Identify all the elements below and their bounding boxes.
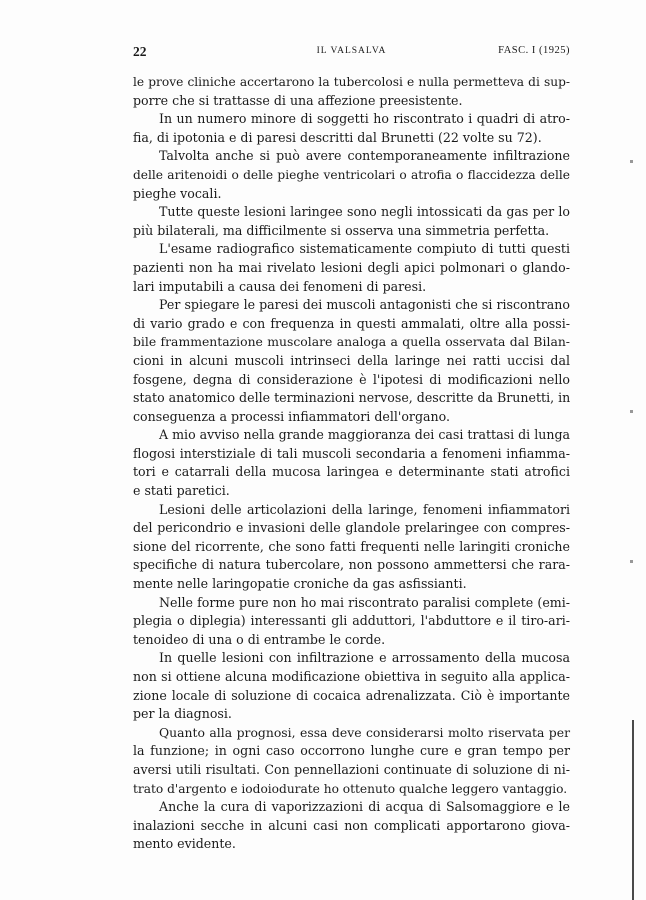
text-line: Tutte queste lesioni laringee sono negli intossicati da gas per lo bbox=[159, 204, 570, 220]
body-text bbox=[133, 73, 570, 854]
text-line: fia, di ipotonia e di paresi descritti dal Brunetti (22 volte su 72). bbox=[133, 129, 542, 145]
text-line: pieghe vocali. bbox=[133, 185, 222, 201]
text-line: cioni in alcuni muscoli intrinseci della laringe nei ratti uccisi dal bbox=[133, 352, 570, 368]
text-line: A mio avviso nella grande maggioranza dei casi trattasi di lunga bbox=[159, 427, 571, 443]
text-line: per la diagnosi. bbox=[133, 706, 232, 722]
margin-rule bbox=[632, 720, 634, 900]
paragraph bbox=[133, 147, 570, 203]
paragraph bbox=[133, 798, 570, 854]
text-line: L'esame radiografico sistematicamente compiuto di tutti questi bbox=[159, 241, 570, 257]
text-line: trato d'argento e iodoiodurate ho ottenuto qualche leggero vantaggio. bbox=[133, 781, 568, 796]
issue-label: FASC. I (1925) bbox=[498, 45, 570, 56]
text-line: flogosi interstiziale di tali muscoli secondaria a fenomeni infiamma- bbox=[133, 445, 570, 461]
paragraph bbox=[133, 724, 570, 798]
paragraph bbox=[133, 594, 570, 650]
text-line: la funzione; in ogni caso occorrono lunghe cure e gran tempo per bbox=[133, 743, 570, 759]
text-line: non si ottiene alcuna modificazione obiettiva in seguito alla applica- bbox=[133, 669, 570, 684]
paragraph bbox=[133, 240, 570, 296]
text-line: tori e catarrali della mucosa laringea e determinante stati atrofici bbox=[133, 464, 570, 480]
text-line: fosgene, degna di considerazione è l'ipotesi di modificazioni nello bbox=[133, 371, 570, 387]
text-line: le prove cliniche accertarono la tubercolosi e nulla permetteva di sup- bbox=[133, 75, 570, 89]
text-line: Anche la cura di vaporizzazioni di acqua di Salsomaggiore e le bbox=[159, 799, 570, 815]
margin-mark bbox=[630, 560, 633, 563]
text-line: aversi utili risultati. Con pennellazioni continuate di soluzione di ni- bbox=[133, 761, 570, 777]
text-line: inalazioni secche in alcuni casi non complicati apportarono giova- bbox=[133, 817, 570, 833]
text-line: mente nelle laringopatie croniche da gas asfissianti. bbox=[133, 576, 467, 592]
paragraph bbox=[133, 110, 570, 147]
text-line: Lesioni delle articolazioni della laringe, fenomeni infiammatori bbox=[159, 501, 570, 517]
text-line: plegia o diplegia) interessanti gli adduttori, l'abduttore e il tiro-ari- bbox=[133, 613, 570, 629]
text-line: In un numero minore di soggetti ho riscontrato i quadri di atro- bbox=[159, 111, 570, 127]
text-line: Talvolta anche si può avere contemporaneamente infiltrazione bbox=[159, 148, 570, 164]
paragraph bbox=[133, 649, 570, 723]
text-line: stato anatomico delle terminazioni nervose, descritte da Brunetti, in bbox=[133, 390, 571, 406]
margin-mark bbox=[630, 410, 633, 413]
text-line: mento evidente. bbox=[133, 836, 236, 852]
text-line: lari imputabili a causa dei fenomeni di paresi. bbox=[133, 278, 427, 294]
paragraph bbox=[133, 296, 570, 426]
page-number: 22 bbox=[133, 44, 147, 59]
text-line: bile frammentazione muscolare analoga a quella osservata dal Bilan- bbox=[133, 334, 570, 350]
margin-mark bbox=[630, 160, 633, 163]
paragraph bbox=[133, 73, 570, 110]
paragraph bbox=[133, 501, 570, 594]
text-line: zione locale di soluzione di cocaica adrenalizzata. Ciò è importante bbox=[133, 687, 570, 703]
text-line: più bilaterali, ma difficilmente si osserva una simmetria perfetta. bbox=[133, 222, 550, 238]
text-line: specifiche di natura tubercolare, non possono ammettersi che rara- bbox=[133, 557, 570, 573]
paragraph bbox=[133, 203, 570, 240]
text-line: Per spiegare le paresi dei muscoli antagonisti che si riscontrano bbox=[159, 297, 570, 313]
text-line: e stati paretici. bbox=[133, 483, 230, 499]
text-line: conseguenza a processi infiammatori dell'organo. bbox=[133, 408, 450, 424]
text-line: Quanto alla prognosi, essa deve considerarsi molto riservata per bbox=[159, 724, 570, 740]
text-line: pazienti non ha mai rivelato lesioni degli apici polmonari o glando- bbox=[133, 259, 570, 275]
text-line: porre che si trattasse di una affezione preesistente. bbox=[133, 92, 463, 108]
paragraph bbox=[133, 426, 570, 500]
text-line: del pericondrio e invasioni delle glandole prelaringee con compres- bbox=[133, 520, 570, 536]
text-line: sione del ricorrente, che sono fatti frequenti nelle laringiti croniche bbox=[133, 538, 570, 554]
text-line: In quelle lesioni con infiltrazione e arrossamento della mucosa bbox=[159, 650, 570, 666]
text-line: tenoideo di una o di entrambe le corde. bbox=[133, 631, 386, 647]
running-title: IL VALSALVA bbox=[316, 46, 387, 56]
running-header bbox=[133, 44, 570, 64]
text-line: Nelle forme pure non ho mai riscontrato paralisi complete (emi- bbox=[159, 594, 570, 610]
text-line: delle aritenoidi o delle pieghe ventricolari o atrofia o flaccidezza delle bbox=[133, 167, 570, 182]
text-line: di vario grado e con frequenza in questi ammalati, oltre alla possi- bbox=[133, 315, 570, 331]
